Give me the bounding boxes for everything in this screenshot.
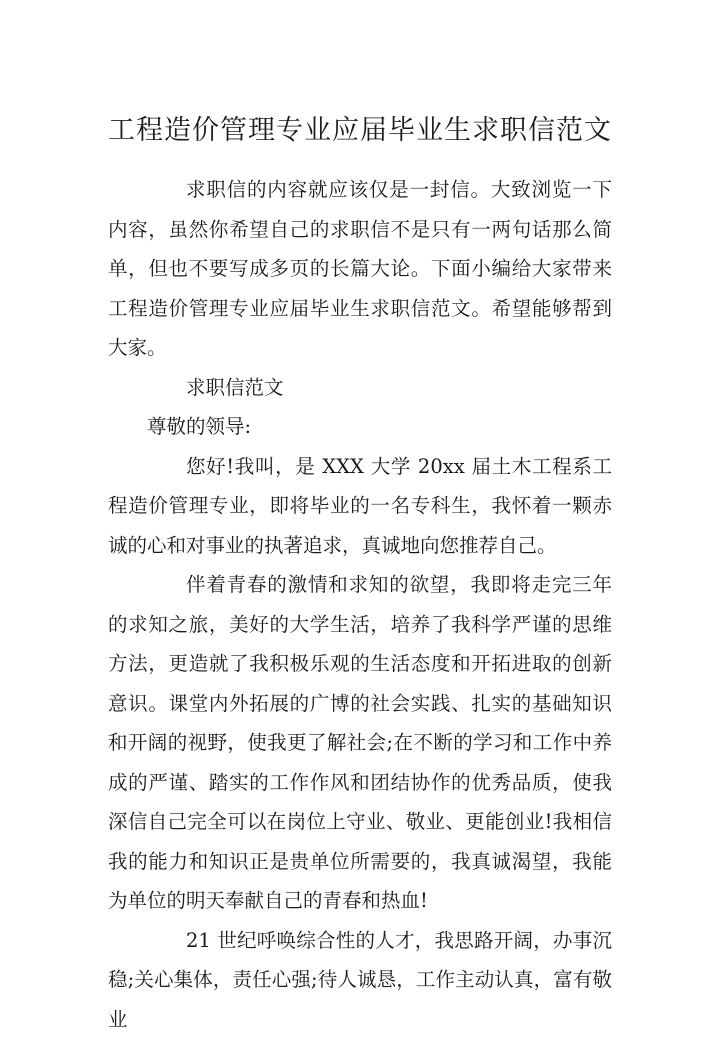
salutation: 尊敬的领导:: [108, 407, 612, 447]
letter-paragraph-1: 您好!我叫，是 XXX 大学 20xx 届土木工程系工程造价管理专业，即将毕业的一名专科生，我怀着一颗赤诚的心和对事业的执著追求，真诚地向您推荐自己。: [108, 447, 612, 566]
section-heading: 求职信范文: [108, 368, 612, 408]
document-body: [108, 170, 612, 1039]
letter-paragraph-2: 伴着青春的激情和求知的欲望，我即将走完三年的求知之旅，美好的大学生活，培养了我科学严谨的思维方法，更造就了我积极乐观的生活态度和开拓进取的创新意识。课堂内外拓展的广博的社会实践、扎实的基础知识和开阔的视野，使我更了解社会;在不断的学习和工作中养成的严谨、踏实的工作作风和团结协作的优秀品质，使我深信自己完全可以在岗位上守业、敬业、更能创业!我相信我的能力和知识正是贵单位所需要的，我真诚渴望，我能为单位的明天奉献自己的青春和热血!: [108, 565, 612, 921]
letter-paragraph-3: 21 世纪呼唤综合性的人才，我思路开阔，办事沉稳;关心集体，责任心强;待人诚恳，工作主动认真，富有敬业: [108, 921, 612, 1039]
intro-paragraph: 求职信的内容就应该仅是一封信。大致浏览一下内容，虽然你希望自己的求职信不是只有一两句话那么简单，但也不要写成多页的长篇大论。下面小编给大家带来工程造价管理专业应届毕业生求职信范文。希望能够帮到大家。: [108, 170, 612, 368]
document-title: 工程造价管理专业应届毕业生求职信范文: [0, 111, 720, 151]
